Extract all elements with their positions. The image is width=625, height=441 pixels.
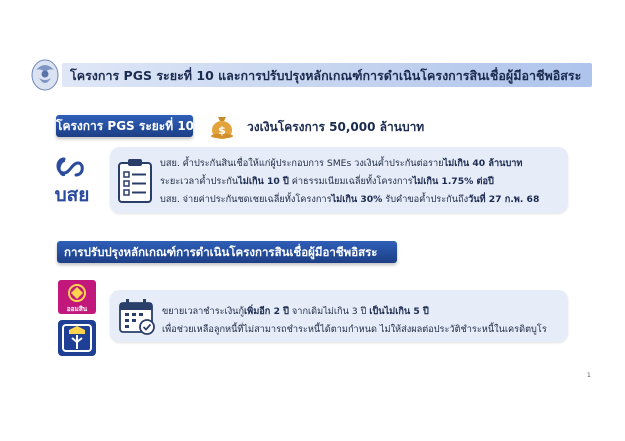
baac-logo <box>58 320 96 356</box>
gsb-logo-text: ออมสิน <box>66 305 88 313</box>
page-number: 1 <box>587 372 591 379</box>
budget-text: วงเงินโครงการ 50,000 ล้านบาท <box>247 120 425 134</box>
section2-heading: การปรับปรุงหลักเกณฑ์การดำเนินโครงการสินเชื่อผู้มีอาชีพอิสระ <box>57 241 397 263</box>
loan-line-1: ขยายเวลาชำระเงินกู้เพิ่มอีก 2 ปี จากเดิมไม่เกิน 3 ปี เป็นไม่เกิน 5 ปี <box>162 306 429 317</box>
bsy-logo-text: บสย <box>54 184 90 206</box>
svg-text:$: $ <box>218 124 226 137</box>
checklist-clipboard-icon <box>117 158 153 204</box>
calendar-check-icon <box>118 298 156 336</box>
pgs-line-2: ระยะเวลาค้ำประกันไม่เกิน 10 ปี ค่าธรรมเนียมเฉลี่ยทั้งโครงการไม่เกิน 1.75% ต่อปี <box>160 176 494 187</box>
pgs-line-1: บสย. ค้ำประกันสินเชื่อให้แก่ผู้ประกอบการ SMEs วงเงินค้ำประกันต่อรายไม่เกิน 40 ล้านบาท <box>160 158 523 169</box>
section1-heading: โครงการ PGS ระยะที่ 10 <box>56 115 193 137</box>
bsy-logo <box>42 153 102 209</box>
gsb-logo <box>58 280 96 314</box>
money-bag-icon <box>208 112 236 140</box>
page-title: โครงการ PGS ระยะที่ 10 และการปรับปรุงหลักเกณฑ์การดำเนินโครงการสินเชื่อผู้มีอาชีพอิสระ <box>70 68 582 83</box>
loan-line-2: เพื่อช่วยเหลือลูกหนี้ที่ไม่สามารถชำระหนี้ได้ตามกำหนด ไม่ให้ส่งผลต่อประวัติชำระหนี้ในเครดิตบูโร <box>162 324 547 335</box>
pgs-line-3: บสย. จ่ายค่าประกันชดเชยเฉลี่ยทั้งโครงการไม่เกิน 30% รับคำขอค้ำประกันถึงวันที่ 27 ก.พ. 68 <box>160 194 540 205</box>
garuda-emblem-icon <box>30 58 60 92</box>
